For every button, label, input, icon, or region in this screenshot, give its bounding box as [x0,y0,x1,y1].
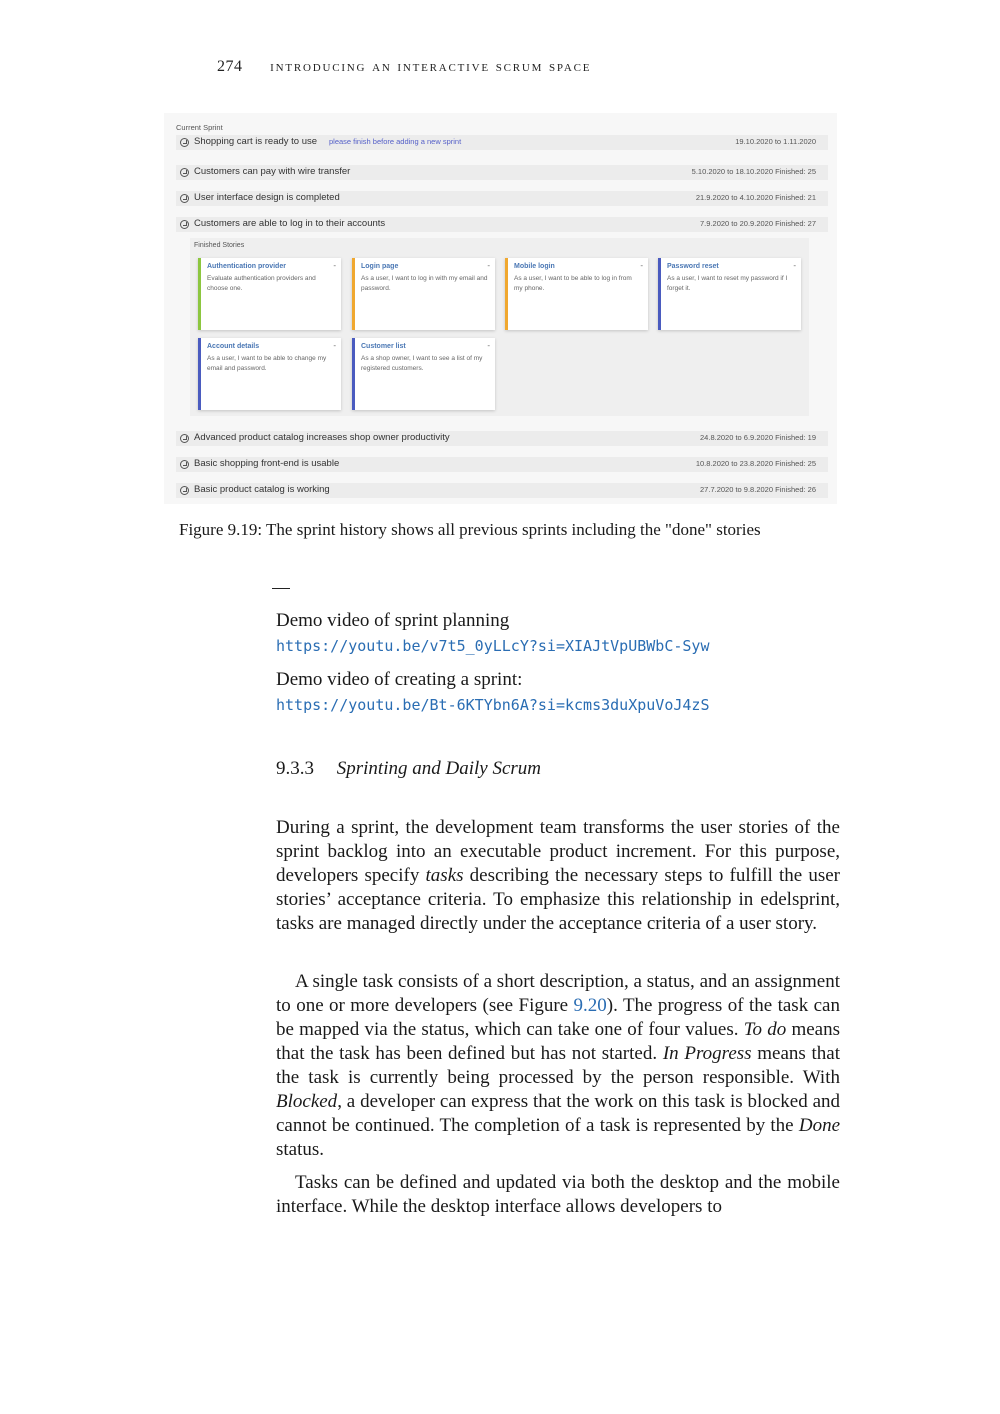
story-description: As a user, I want to log in with my email and password. [361,275,488,292]
section-title: Sprinting and Daily Scrum [336,758,541,779]
sprint-dates: 19.10.2020 to 1.11.2020 [735,137,816,146]
check-circle-icon [180,460,189,469]
text: A single task consists of a short description, a status, and an assignment to one or more developers (see Figure [276,971,840,1016]
story-title: Password reset [667,263,719,270]
sprint-finished-count: Finished: 26 [775,485,816,494]
check-circle-icon [180,138,189,147]
paragraph-1 [276,816,840,936]
sprint-finished-count: Finished: 27 [775,219,816,228]
story-menu-icon[interactable]: - [793,261,796,270]
story-card[interactable] [198,258,341,330]
story-description: Evaluate authentication providers and choose one. [207,275,316,292]
section-number: 9.3.3 [276,758,314,779]
sprint-name: Basic shopping front-end is usable [194,458,340,469]
sprint-row-current[interactable] [176,135,828,150]
story-title: Login page [361,263,399,270]
emphasis-in-progress: In Progress [662,1043,752,1064]
story-menu-icon[interactable]: - [487,261,490,270]
sprint-dates: 27.7.2020 to 9.8.2020 [700,485,773,494]
story-menu-icon[interactable]: - [487,341,490,350]
sprint-finished-count: Finished: 19 [775,433,816,442]
figure-reference-link[interactable]: 9.20 [573,995,607,1016]
sprint-finished-count: Finished: 25 [775,167,816,176]
demo2-label: Demo video of creating a sprint: [276,669,523,690]
sprint-row-expanded[interactable] [176,217,828,232]
story-card[interactable] [198,338,341,410]
demo2-link[interactable]: https://youtu.be/Bt-6KTYbn6A?si=kcms3duXpuVoJ4zS [276,696,710,714]
sprint-name: User interface design is completed [194,192,340,203]
story-card[interactable] [352,258,495,330]
sprint-name: Customers can pay with wire transfer [194,166,351,177]
page-number: 274 [217,58,243,75]
sprint-name: Advanced product catalog increases shop owner productivity [194,432,450,443]
story-card[interactable] [505,258,648,330]
text: Tasks can be defined and updated via both the desktop and the mobile interface. While the desktop interface allows developers to [276,1172,840,1217]
story-description: As a user, I want to be able to change my email and password. [207,355,327,372]
sprint-row[interactable] [176,483,828,498]
sprint-row[interactable] [176,457,828,472]
emphasis-todo: To do [743,1019,787,1040]
story-title: Account details [207,343,260,350]
story-menu-icon[interactable]: - [333,261,336,270]
text: means that the task has been defined but has not started. [276,1019,840,1064]
emphasis-done: Done [798,1115,840,1136]
sprint-dates: 5.10.2020 to 18.10.2020 [691,167,773,176]
sprint-name: Basic product catalog is working [194,484,330,495]
paragraph-2 [276,970,840,1162]
section-heading [276,758,541,780]
sprint-finished-count: Finished: 25 [775,459,816,468]
story-title: Customer list [361,343,406,350]
chapter-title: introducing an interactive scrum space [270,58,592,75]
check-circle-icon [180,168,189,177]
emphasis-blocked: Blocked [276,1091,338,1112]
sprint-dates: 7.9.2020 to 20.9.2020 [700,219,773,228]
emphasis-tasks: tasks [425,865,464,886]
paragraph-3 [276,1171,840,1219]
story-description: As a shop owner, I want to see a list of my registered customers. [361,355,483,372]
story-description: As a user, I want to reset my password if I forget it. [667,275,788,292]
sprint-row[interactable] [176,191,828,206]
story-menu-icon[interactable]: - [640,261,643,270]
demo1-label: Demo video of sprint planning [276,610,510,631]
figure-caption: Figure 9.19: The sprint history shows all previous sprints including the "done" stories [179,520,761,539]
story-title: Authentication provider [207,263,286,270]
running-head [217,58,591,76]
finished-stories-label: Finished Stories [194,242,245,249]
sprint-dates: 24.8.2020 to 6.9.2020 [700,433,773,442]
demo1-link[interactable]: https://youtu.be/v7t5_0yLLcY?si=XIAJtVpUBWbC-Syw [276,637,710,655]
sprint-dates: 21.9.2020 to 4.10.2020 [695,193,773,202]
story-card[interactable] [658,258,801,330]
check-circle-icon [180,220,189,229]
check-circle-icon [180,194,189,203]
sprint-row[interactable] [176,165,828,180]
check-circle-icon [180,486,189,495]
story-card[interactable] [352,338,495,410]
sprint-history-screenshot [164,113,837,504]
sprint-row[interactable] [176,431,828,446]
story-title: Mobile login [514,263,555,270]
sprint-finished-count: Finished: 21 [775,193,816,202]
sprint-name: Customers are able to log in to their accounts [194,218,386,229]
sprint-note: please finish before adding a new sprint [329,137,462,146]
text: means that the task is currently being processed by the person responsible. With [276,1043,841,1088]
text: status. [276,1139,325,1160]
current-sprint-label: Current Sprint [176,123,223,132]
story-description: As a user, I want to be able to log in from my phone. [514,275,632,292]
sidenote-divider [272,588,290,589]
check-circle-icon [180,434,189,443]
sprint-dates: 10.8.2020 to 23.8.2020 [695,459,773,468]
text: describing the necessary steps to fulfill the user stories’ acceptance criteria. To emphasize this relationship in edelsprint, tasks are managed directly under the acceptance criteria of a user story. [276,865,840,934]
finished-stories-panel [190,238,809,416]
sprint-name: Shopping cart is ready to use [194,136,318,147]
story-menu-icon[interactable]: - [333,341,336,350]
text: , a developer can express that the work on this task is blocked and cannot be continued. The completion of a task is represented by the [276,1091,840,1136]
text: ). The progress of the task can be mapped via the status, which can take one of four values. [276,995,840,1040]
text: During a sprint, the development team transforms the user stories of the sprint backlog into an executable product increment. For this purpose, developers specify [276,817,840,886]
